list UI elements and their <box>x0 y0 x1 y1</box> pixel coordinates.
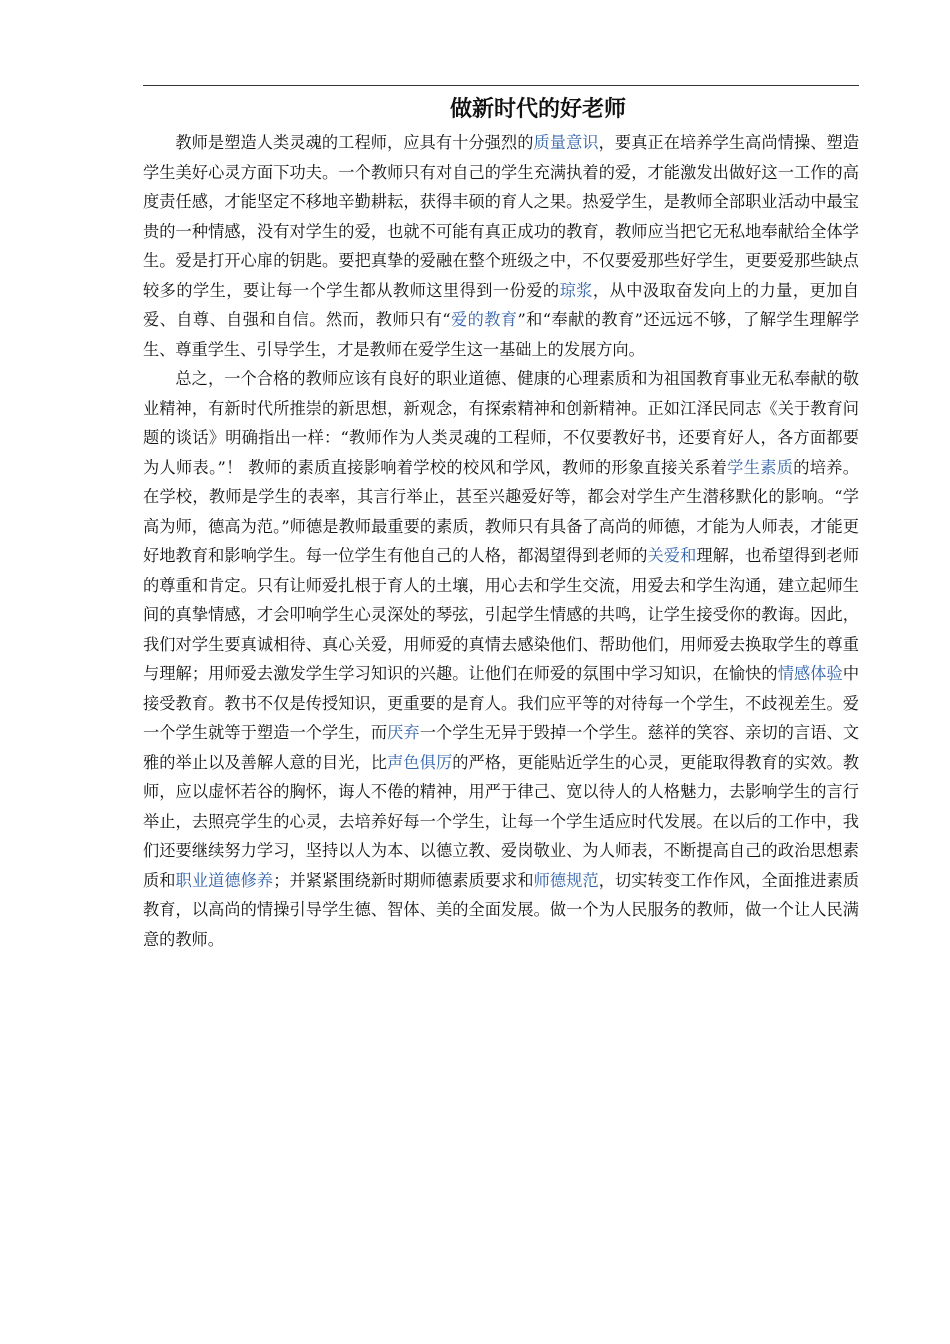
keyword-link[interactable]: 师德规范 <box>533 870 599 890</box>
keyword-link[interactable]: 情感体验 <box>777 664 843 683</box>
keyword-link[interactable]: 学生素质 <box>727 457 794 477</box>
keyword-link[interactable]: 爱的教育 <box>450 310 518 329</box>
keyword-link[interactable]: 琼浆 <box>559 280 593 300</box>
paragraph-text: 理解，也希望得到老师的尊重和肯定。只有让师爱扎根于育人的土壤，用心去和学生交流，用爱去和学生沟通，建立起师生间的真挚情感，才会叩响学生心灵深处的琴弦，引起学生情感的共鸣，让学生接受你的教诲。因此，我们对学生要真诚相待、真心关爱，用师爱的真情去感染他们、帮助他们，用师爱去换取学生的尊重与理解；用师爱去激发学生学习知识的兴趣。让他们在师爱的氛围中学习知识，在愉快的 <box>143 546 860 683</box>
header-rule <box>143 85 859 86</box>
paragraph-text: ，从中汲取奋发向上的力量，更加自爱、自尊、自强和自信。然而，教师只有“ <box>143 280 860 329</box>
paragraph <box>143 128 859 364</box>
paragraph-text: 教师是塑造人类灵魂的工程师，应具有十分强烈的 <box>175 133 534 152</box>
paragraph-text: 的严格，更能贴近学生的心灵，更能取得教育的实效。教师，应以虚怀若谷的胸怀，诲人不倦的精神，用严于律己、宽以待人的人格魅力，去影响学生的言行举止，去照亮学生的心灵，去培养好每一个学生，让每一个学生适应时代发展。在以后的工作中，我们还要继续努力学习，坚持以人为本、以德立教、爱岗敬业、为人师表，不断提高自己的政治思想素质和 <box>143 752 860 890</box>
keyword-link[interactable]: 职业道德修养 <box>175 870 274 890</box>
paragraph-text: ”和“奉献的教育”还远远不够，了解学生理解学生、尊重学生、引导学生，才是教师在爱学生这一基础上的发展方向。 <box>143 310 860 359</box>
paragraph-text: ，要真正在培养学生高尚情操、塑造学生美好心灵方面下功夫。一个教师只有对自己的学生充满执着的爱，才能激发出做好这一工作的高度责任感，才能坚定不移地辛勤耕耘，获得丰硕的育人之果。热爱学生，是教师全部职业活动中最宝贵的一种情感，没有对学生的爱，也就不可能有真正成功的教育，教师应当把它无私地奉献给全体学生。爱是打开心扉的钥匙。要把真挚的爱融在整个班级之中，不仅要爱那些好学生，更要爱那些缺点较多的学生，要让每一个学生都从教师这里得到一份爱的 <box>143 133 860 300</box>
keyword-link[interactable]: 质量意识 <box>533 133 599 152</box>
paragraph-text: 中接受教育。教书不仅是传授知识，更重要的是育人。我们应平等的对待每一个学生，不歧视差生。爱一个学生就等于塑造一个学生，而 <box>143 664 860 742</box>
document-title: 做新时代的好老师 <box>449 97 626 122</box>
paragraph-text: 总之，一个合格的教师应该有良好的职业道德、健康的心理素质和为祖国教育事业无私奉献的敬业精神，有新时代所推崇的新思想，新观念，有探索精神和创新精神。正如江泽民同志《关于教育问题的谈话》明确指出一样：“教师作为人类灵魂的工程师，不仅要教好书，还要育好人，各方面都要为人师表。”！ 教师的素质直接影响着学校的校风和学风，教师的形象直接关系着 <box>143 369 859 477</box>
paragraph <box>143 364 859 954</box>
paragraph-text: ；并紧紧围绕新时期师德素质要求和 <box>273 870 534 890</box>
paragraph-text: 一个学生无异于毁掉一个学生。慈祥的笑容、亲切的言语、文雅的举止以及善解人意的目光，比 <box>143 723 860 772</box>
keyword-link[interactable]: 声色俱厉 <box>387 752 453 772</box>
keyword-link[interactable]: 关爱和 <box>647 546 697 565</box>
document-body <box>143 128 859 954</box>
paragraph-text: ，切实转变工作作风，全面推进素质教育，以高尚的情操引导学生德、智体、美的全面发展。做一个为人民服务的教师，做一个让人民满意的教师。 <box>143 870 860 949</box>
paragraph-text: 的培养。在学校，教师是学生的表率，其言行举止，甚至兴趣爱好等，都会对学生产生潜移默化的影响。“学高为师，德高为范。”师德是教师最重要的素质，教师只有具备了高尚的师德，才能为人师表，才能更好地教育和影响学生。每一位学生有他自己的人格，都渴望得到老师的 <box>143 457 859 565</box>
keyword-link[interactable]: 厌弃 <box>387 723 420 742</box>
